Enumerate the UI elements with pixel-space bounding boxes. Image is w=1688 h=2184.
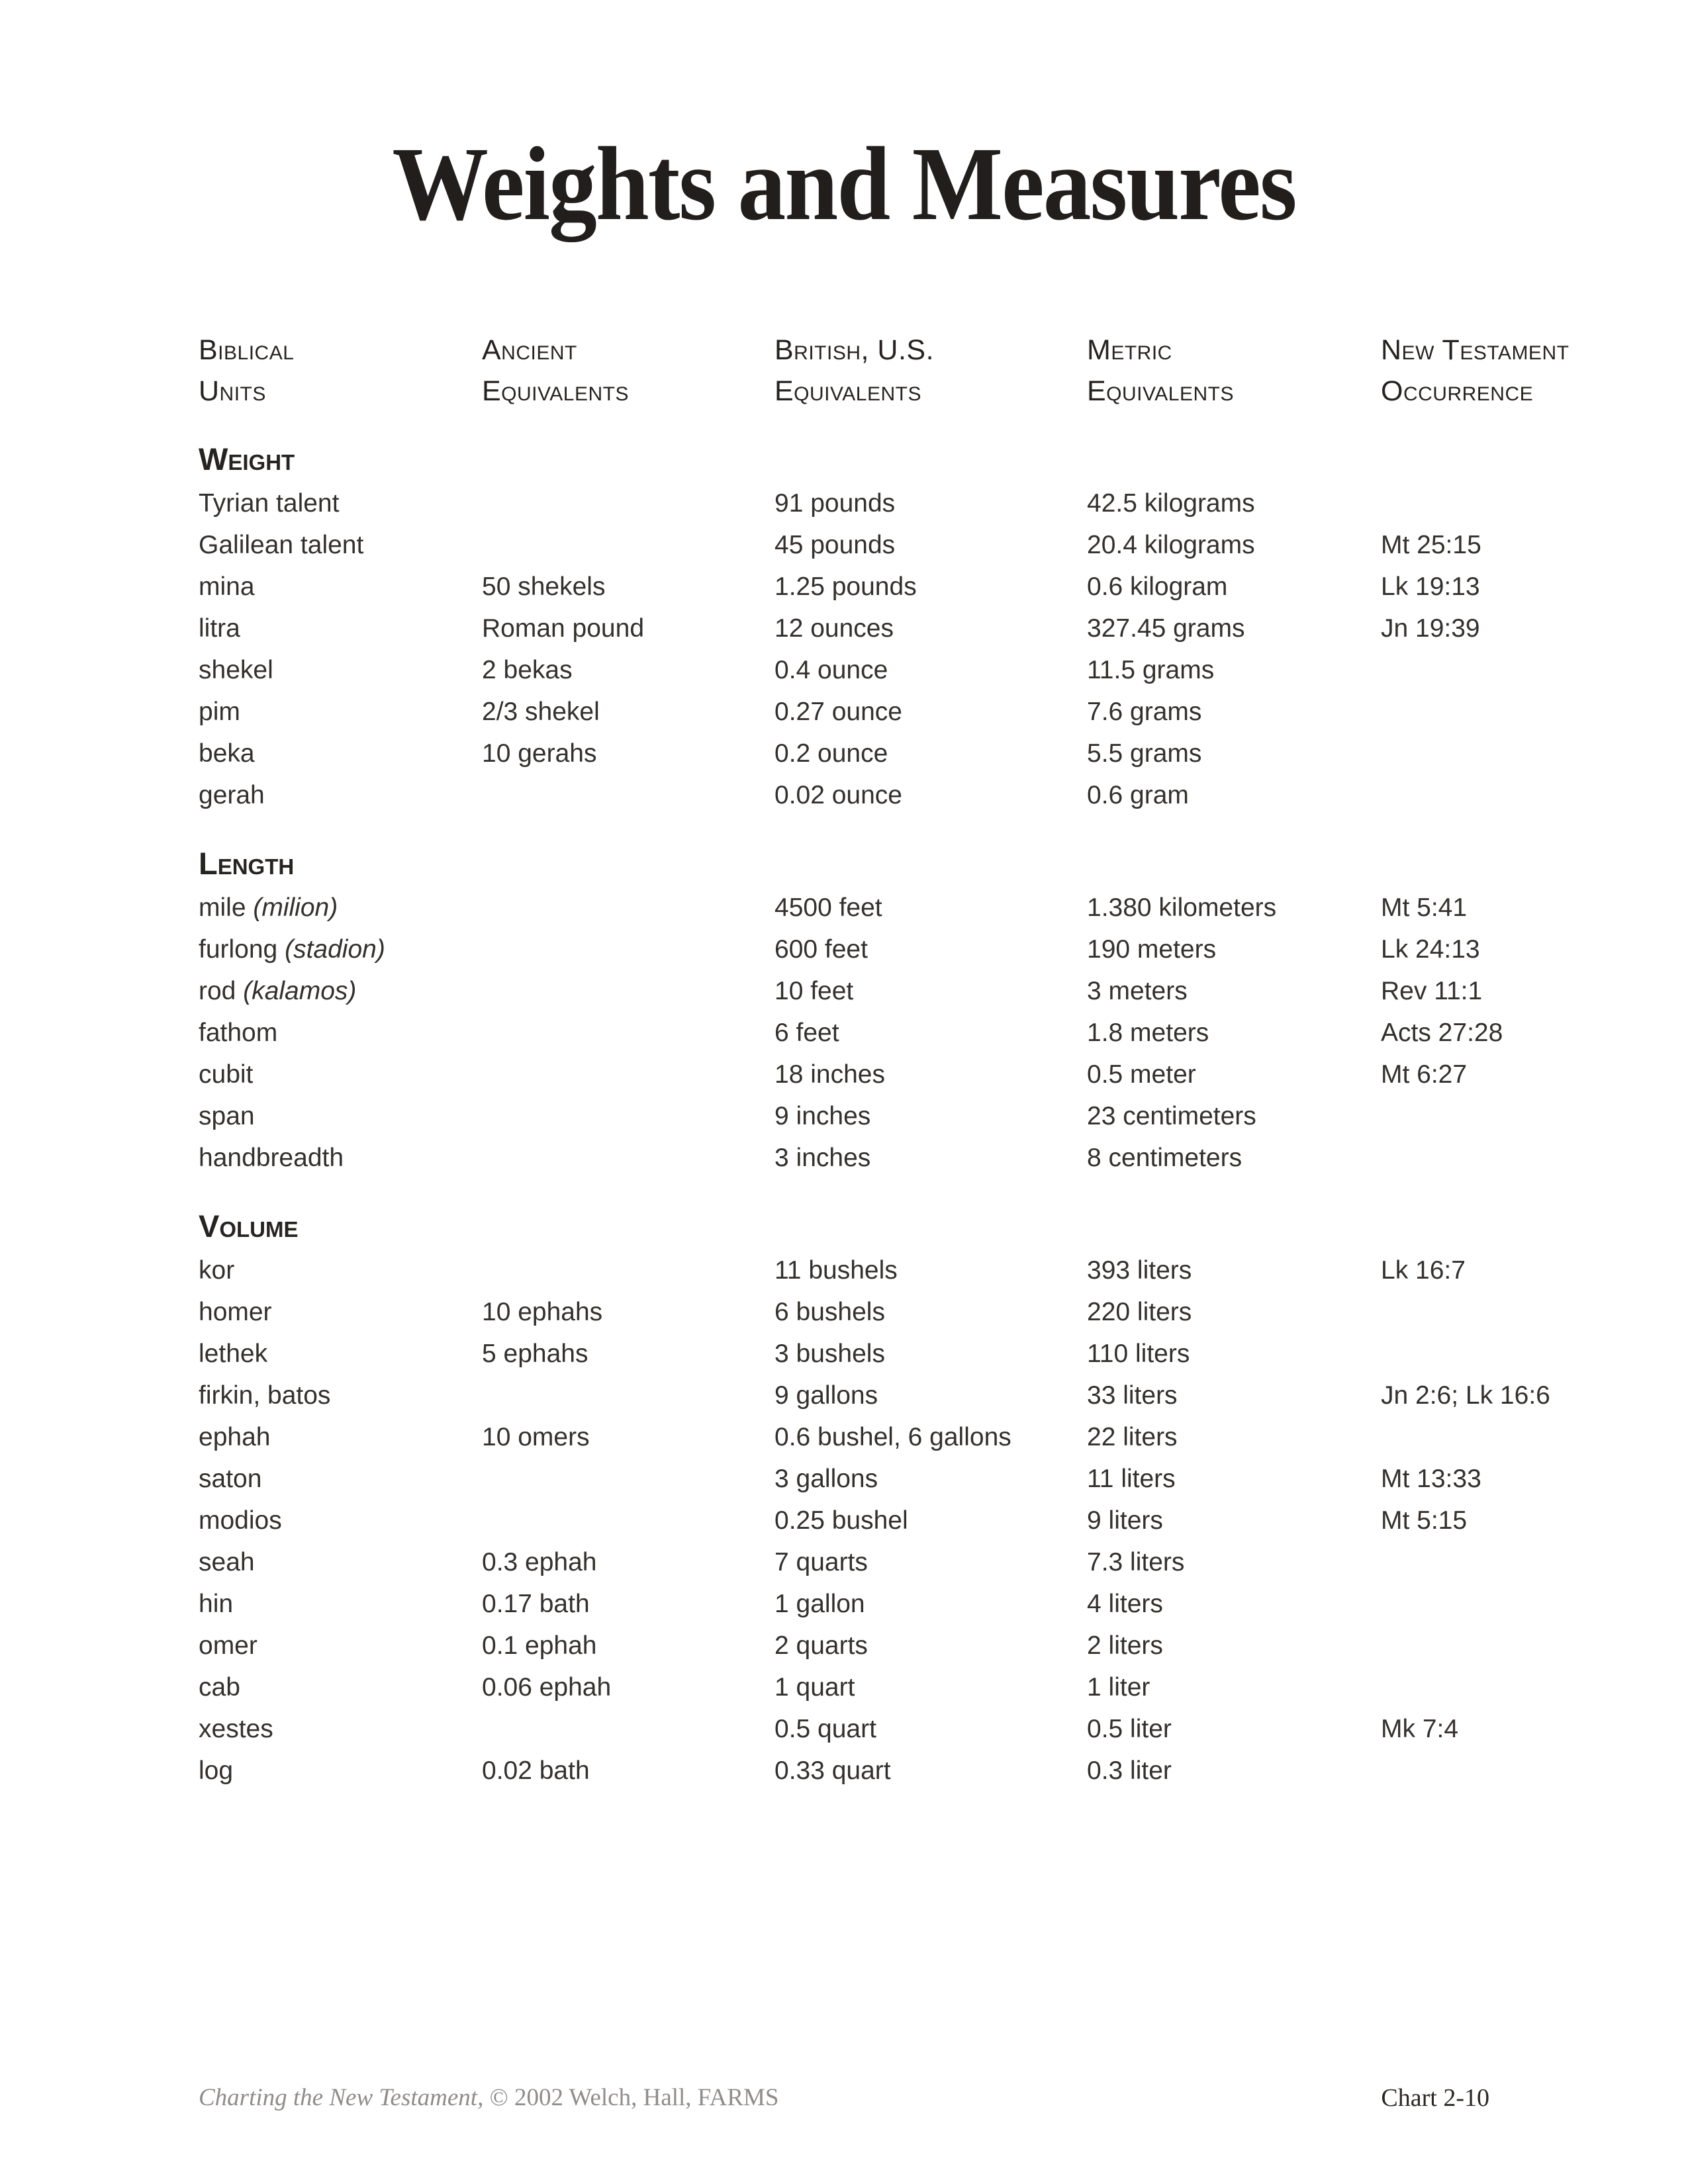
cell-biblical-unit: fathom [199,1019,278,1047]
cell-nt-occurrence [1381,1333,1635,1375]
cell-biblical-unit: cubit [199,1060,254,1089]
section-header-weight: Weight [199,441,295,477]
cell-metric-equivalent: 22 liters [1087,1423,1178,1451]
cell-british-us-equivalent: 1 gallon [774,1590,865,1618]
footer-book-title: Charting the New Testament, [199,2084,484,2111]
cell-nt-occurrence: Mt 25:15 [1381,531,1481,559]
cell-british-us-equivalent: 4500 feet [774,893,882,922]
cell-british-us-equivalent: 45 pounds [774,531,896,559]
column-header-line: New Testament [1381,334,1570,366]
table-row [199,691,1635,733]
cell-ancient-equivalent: Roman pound [482,614,645,643]
table-row [199,1583,1635,1625]
cell-nt-occurrence [1381,1750,1635,1792]
measurement-table [199,438,1635,1792]
table-row [199,1291,1635,1333]
cell-nt-occurrence [1381,774,1635,816]
cell-british-us-equivalent: 0.4 ounce [774,656,888,684]
cell-ancient-equivalent: 10 ephahs [482,1298,603,1326]
table-row [199,1095,1635,1137]
cell-ancient-equivalent: 0.02 bath [482,1756,590,1785]
cell-british-us-equivalent: 0.02 ounce [774,781,903,809]
cell-biblical-unit: hin [199,1590,234,1618]
cell-biblical-unit: saton [199,1465,262,1493]
cell-nt-occurrence: Lk 19:13 [1381,572,1480,601]
cell-biblical-unit: gerah [199,781,265,809]
cell-nt-occurrence: Jn 2:6; Lk 16:6 [1381,1381,1550,1410]
cell-ancient-equivalent [482,1095,774,1137]
cell-biblical-unit: omer [199,1631,258,1660]
cell-british-us-equivalent: 0.5 quart [774,1715,876,1743]
section-header-length: Length [199,846,295,881]
cell-metric-equivalent: 0.3 liter [1087,1756,1172,1785]
page-title: Weights and Measures [392,126,1296,242]
cell-british-us-equivalent: 0.27 ounce [774,698,903,726]
cell-nt-occurrence: Mt 5:15 [1381,1506,1468,1535]
cell-ancient-equivalent [482,1250,774,1291]
cell-british-us-equivalent: 6 feet [774,1019,839,1047]
cell-ancient-equivalent [482,1708,774,1750]
cell-biblical-unit: lethek [199,1340,268,1368]
cell-biblical-unit: log [199,1756,234,1785]
column-header-new-testament-occurrence [1381,330,1635,412]
cell-british-us-equivalent: 3 inches [774,1144,871,1172]
column-header-line: Equivalents [482,375,630,407]
column-header-line: Metric [1087,334,1172,366]
cell-nt-occurrence [1381,1541,1635,1583]
cell-metric-equivalent: 3 meters [1087,977,1188,1005]
cell-ancient-equivalent: 0.17 bath [482,1590,590,1618]
cell-biblical-unit: span [199,1102,255,1130]
table-row [199,1458,1635,1500]
cell-biblical-unit: handbreadth [199,1144,344,1172]
cell-nt-occurrence: Mt 5:41 [1381,893,1468,922]
cell-nt-occurrence: Lk 16:7 [1381,1256,1466,1285]
cell-nt-occurrence [1381,691,1635,733]
cell-ancient-equivalent: 0.3 ephah [482,1548,597,1576]
cell-biblical-unit: cab [199,1673,240,1702]
table-row [199,524,1635,566]
table-row [199,1541,1635,1583]
cell-british-us-equivalent: 3 gallons [774,1465,878,1493]
cell-biblical-unit: homer [199,1298,272,1326]
cell-ancient-equivalent [482,970,774,1012]
cell-metric-equivalent: 1.380 kilometers [1087,893,1277,922]
table-row [199,1012,1635,1054]
cell-ancient-equivalent [482,929,774,970]
cell-metric-equivalent: 0.6 kilogram [1087,572,1228,601]
cell-metric-equivalent: 220 liters [1087,1298,1192,1326]
table-row [199,1750,1635,1792]
cell-biblical-unit: litra [199,614,240,643]
table-row [199,887,1635,929]
cell-nt-occurrence: Rev 11:1 [1381,977,1483,1005]
section-header-volume: Volume [199,1208,299,1244]
cell-metric-equivalent: 42.5 kilograms [1087,489,1255,518]
table-row [199,1250,1635,1291]
table-row [199,1708,1635,1750]
column-headers [199,330,1635,412]
cell-metric-equivalent: 0.5 liter [1087,1715,1172,1743]
table-row [199,1054,1635,1095]
cell-biblical-unit: shekel [199,656,273,684]
column-header-line: Equivalents [774,375,922,407]
cell-metric-equivalent: 190 meters [1087,935,1217,964]
column-header-line: Occurrence [1381,375,1534,407]
table-row [199,649,1635,691]
cell-nt-occurrence [1381,1583,1635,1625]
column-header-ancient-equivalents [482,330,774,412]
cell-nt-occurrence [1381,649,1635,691]
cell-british-us-equivalent: 600 feet [774,935,868,964]
cell-ancient-equivalent [482,482,774,524]
cell-british-us-equivalent: 1.25 pounds [774,572,917,601]
column-header-british-us-equivalents [774,330,1087,412]
footer-copyright: © 2002 Welch, Hall, FARMS [489,2084,779,2111]
cell-british-us-equivalent: 12 ounces [774,614,894,643]
cell-metric-equivalent: 327.45 grams [1087,614,1245,643]
cell-metric-equivalent: 33 liters [1087,1381,1178,1410]
cell-biblical-unit: firkin, batos [199,1381,331,1410]
cell-nt-occurrence [1381,482,1635,524]
cell-british-us-equivalent: 91 pounds [774,489,896,518]
cell-british-us-equivalent: 7 quarts [774,1548,868,1576]
table-row [199,970,1635,1012]
cell-nt-occurrence [1381,1291,1635,1333]
measures-table-area [199,330,1635,1792]
table-row [199,482,1635,524]
cell-british-us-equivalent: 6 bushels [774,1298,885,1326]
cell-biblical-unit: furlong (stadion) [199,935,385,964]
cell-ancient-equivalent [482,1137,774,1179]
cell-british-us-equivalent: 9 inches [774,1102,871,1130]
cell-metric-equivalent: 1 liter [1087,1673,1150,1702]
cell-british-us-equivalent: 18 inches [774,1060,885,1089]
column-header-line: Ancient [482,334,577,366]
cell-metric-equivalent: 23 centimeters [1087,1102,1256,1130]
column-header-line: Biblical [199,334,295,366]
cell-ancient-equivalent: 2/3 shekel [482,698,600,726]
cell-metric-equivalent: 1.8 meters [1087,1019,1209,1047]
cell-metric-equivalent: 5.5 grams [1087,739,1202,768]
cell-metric-equivalent: 0.6 gram [1087,781,1189,809]
cell-british-us-equivalent: 0.33 quart [774,1756,891,1785]
unit-greek-name: (milion) [246,893,338,922]
table-row [199,774,1635,816]
table-row [199,608,1635,649]
unit-greek-name: (kalamos) [236,977,357,1005]
cell-british-us-equivalent: 0.6 bushel, 6 gallons [774,1423,1011,1451]
footer-source-credit [199,2083,779,2112]
cell-metric-equivalent: 11.5 grams [1087,656,1215,684]
cell-metric-equivalent: 20.4 kilograms [1087,531,1255,559]
cell-nt-occurrence: Acts 27:28 [1381,1019,1503,1047]
cell-metric-equivalent: 4 liters [1087,1590,1163,1618]
cell-biblical-unit: kor [199,1256,235,1285]
table-row [199,566,1635,608]
cell-british-us-equivalent: 0.2 ounce [774,739,888,768]
cell-nt-occurrence [1381,1666,1635,1708]
cell-ancient-equivalent: 5 ephahs [482,1340,588,1368]
table-row [199,1666,1635,1708]
column-header-metric-equivalents [1087,330,1381,412]
table-row [199,929,1635,970]
cell-british-us-equivalent: 9 gallons [774,1381,878,1410]
cell-ancient-equivalent [482,774,774,816]
cell-metric-equivalent: 7.3 liters [1087,1548,1185,1576]
cell-ancient-equivalent: 2 bekas [482,656,573,684]
cell-ancient-equivalent [482,1375,774,1416]
cell-ancient-equivalent: 10 gerahs [482,739,597,768]
cell-nt-occurrence: Lk 24:13 [1381,935,1480,964]
cell-metric-equivalent: 7.6 grams [1087,698,1202,726]
cell-nt-occurrence [1381,1095,1635,1137]
column-header-line: British, U.S. [774,334,935,366]
cell-nt-occurrence: Mt 13:33 [1381,1465,1481,1493]
cell-ancient-equivalent [482,1054,774,1095]
cell-british-us-equivalent: 11 bushels [774,1256,898,1285]
cell-ancient-equivalent: 0.1 ephah [482,1631,597,1660]
cell-metric-equivalent: 2 liters [1087,1631,1163,1660]
cell-metric-equivalent: 11 liters [1087,1465,1176,1493]
cell-ancient-equivalent [482,1458,774,1500]
table-row [199,733,1635,774]
table-row [199,1137,1635,1179]
cell-nt-occurrence: Mk 7:4 [1381,1715,1459,1743]
cell-biblical-unit: ephah [199,1423,271,1451]
cell-ancient-equivalent [482,887,774,929]
cell-biblical-unit: seah [199,1548,255,1576]
cell-ancient-equivalent: 10 omers [482,1423,590,1451]
cell-biblical-unit: mina [199,572,255,601]
cell-biblical-unit: rod (kalamos) [199,977,357,1005]
column-header-biblical-units [199,330,482,412]
cell-british-us-equivalent: 3 bushels [774,1340,885,1368]
cell-ancient-equivalent: 0.06 ephah [482,1673,612,1702]
cell-biblical-unit: mile (milion) [199,893,338,922]
cell-ancient-equivalent [482,524,774,566]
cell-biblical-unit: xestes [199,1715,273,1743]
cell-british-us-equivalent: 0.25 bushel [774,1506,908,1535]
cell-biblical-unit: modios [199,1506,282,1535]
cell-metric-equivalent: 393 liters [1087,1256,1192,1285]
cell-biblical-unit: pim [199,698,240,726]
table-row [199,1375,1635,1416]
cell-nt-occurrence [1381,1137,1635,1179]
unit-greek-name: (stadion) [277,935,385,964]
cell-nt-occurrence: Jn 19:39 [1381,614,1480,643]
table-row [199,1333,1635,1375]
cell-british-us-equivalent: 2 quarts [774,1631,868,1660]
cell-british-us-equivalent: 10 feet [774,977,854,1005]
cell-nt-occurrence [1381,1416,1635,1458]
cell-biblical-unit: beka [199,739,255,768]
cell-british-us-equivalent: 1 quart [774,1673,855,1702]
column-header-line: Equivalents [1087,375,1235,407]
cell-ancient-equivalent [482,1500,774,1541]
column-header-line: Units [199,375,266,407]
cell-nt-occurrence [1381,1625,1635,1666]
cell-metric-equivalent: 110 liters [1087,1340,1190,1368]
cell-biblical-unit: Galilean talent [199,531,364,559]
table-row [199,1625,1635,1666]
footer-chart-number: Chart 2-10 [1381,2084,1489,2112]
table-row [199,1500,1635,1541]
cell-nt-occurrence: Mt 6:27 [1381,1060,1468,1089]
cell-metric-equivalent: 8 centimeters [1087,1144,1243,1172]
table-row [199,1416,1635,1458]
cell-metric-equivalent: 0.5 meter [1087,1060,1196,1089]
cell-biblical-unit: Tyrian talent [199,489,340,518]
cell-ancient-equivalent: 50 shekels [482,572,606,601]
cell-nt-occurrence [1381,733,1635,774]
cell-metric-equivalent: 9 liters [1087,1506,1163,1535]
cell-ancient-equivalent [482,1012,774,1054]
